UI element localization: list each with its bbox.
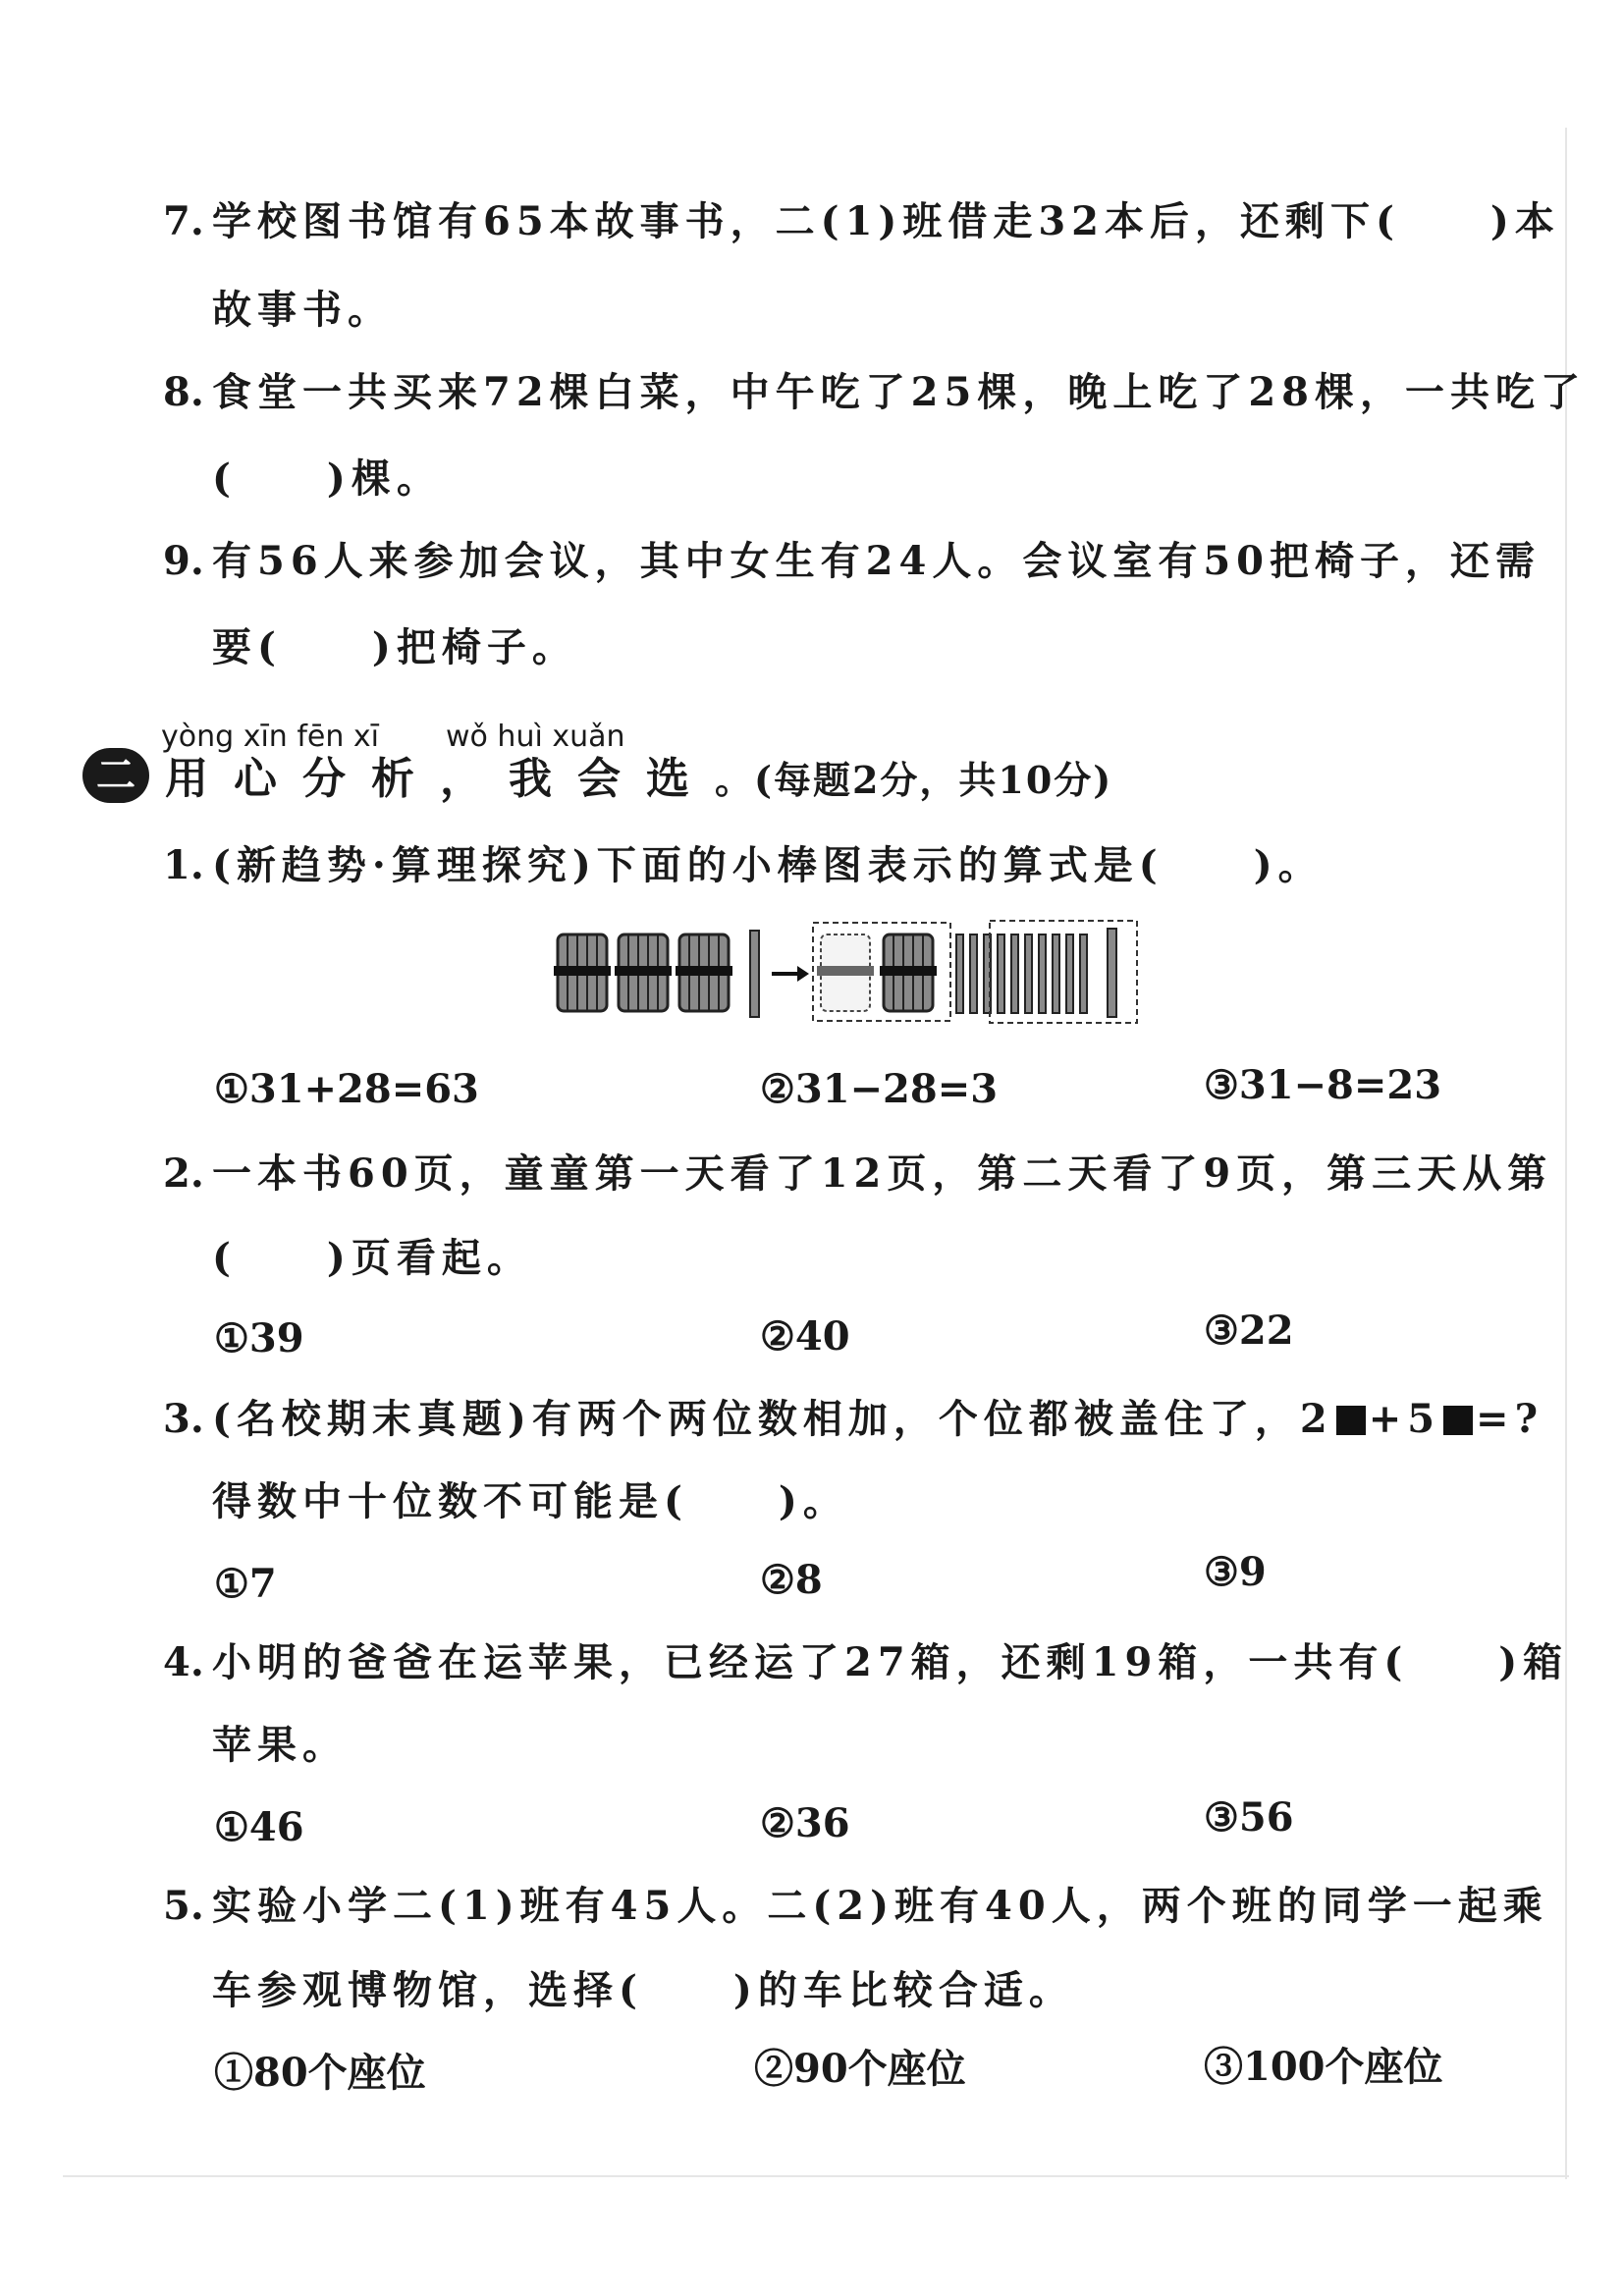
- section-title-main: 用心分析，我会选: [165, 754, 715, 804]
- section-pinyin-a: yòng xīn fēn xī: [161, 720, 379, 754]
- arrow-icon: [772, 966, 809, 982]
- loose-sticks: [956, 929, 1116, 1017]
- covered-digit-box: [1443, 1406, 1473, 1435]
- question-9-line1: 有56人来参加会议，其中女生有24人。会议室有50把椅子，还需: [212, 538, 1541, 584]
- choice-4-line2: 苹果。: [212, 1722, 348, 1768]
- choice-1-option-1[interactable]: ①31+28=63: [214, 1066, 479, 1112]
- choice-5-line2: 车参观博物馆，选择( )的车比较合适。: [212, 1967, 1074, 2013]
- section-pinyin-b: wǒ huì xuǎn: [446, 720, 625, 754]
- choice-5-line1: 实验小学二(1)班有45人。二(2)班有40人，两个班的同学一起乘: [212, 1883, 1548, 1929]
- question-7-line1: 学校图书馆有65本故事书，二(1)班借走32本后，还剩下( )本: [212, 198, 1560, 244]
- choice-1-option-2[interactable]: ②31−28=3: [760, 1066, 999, 1112]
- question-8-line1: 食堂一共买来72棵白菜，中午吃了25棵，晚上吃了28棵，一共吃了: [212, 369, 1586, 415]
- bundle-2: [615, 934, 672, 1011]
- bundle-1: [554, 934, 611, 1011]
- question-9-line2: 要( )把椅子。: [212, 624, 577, 670]
- choice-3-line2: 得数中十位数不可能是( )。: [212, 1478, 848, 1524]
- choice-4-option-3[interactable]: ③56: [1204, 1794, 1294, 1841]
- choice-2-option-3[interactable]: ③22: [1204, 1308, 1294, 1354]
- choice-3-option-1[interactable]: ①7: [214, 1561, 277, 1607]
- bundle-3: [676, 934, 732, 1011]
- choice-2-line2: ( )页看起。: [212, 1235, 532, 1281]
- question-7-line2: 故事书。: [212, 287, 393, 333]
- choice-3-line1: [212, 1394, 1543, 1445]
- question-9-number: 9.: [163, 538, 204, 584]
- choice-1-option-3[interactable]: ③31−8=23: [1204, 1062, 1442, 1108]
- section-number-badge: 二: [82, 748, 149, 803]
- question-8-number: 8.: [163, 369, 204, 415]
- choice-3-line1-c: =?: [1476, 1396, 1543, 1442]
- choice-1-number: 1.: [163, 842, 204, 888]
- choice-1-line1: (新趋势·算理探究)下面的小棒图表示的算式是( )。: [212, 842, 1324, 888]
- choice-2-line1: 一本书60页，童童第一天看了12页，第二天看了9页，第三天从第: [212, 1150, 1553, 1197]
- single-stick: [750, 931, 759, 1017]
- page-edge-bottom: [63, 2175, 1569, 2177]
- stick-bundle-figure: [550, 917, 1145, 1027]
- choice-3-line1-a: (名校期末真题)有两个两位数相加，个位都被盖住了，2: [212, 1396, 1333, 1442]
- choice-4-option-1[interactable]: ①46: [214, 1804, 304, 1850]
- choice-5-option-2[interactable]: ②90个座位: [754, 2046, 966, 2092]
- section-title-note: 。(每题2分，共10分): [715, 758, 1113, 802]
- choice-2-option-1[interactable]: ①39: [214, 1315, 304, 1362]
- choice-4-option-2[interactable]: ②36: [760, 1800, 850, 1846]
- bundle-4: [880, 934, 937, 1011]
- bundle-crossed: [817, 934, 874, 1011]
- choice-3-line1-b: +5: [1368, 1396, 1441, 1442]
- choice-4-line1: 小明的爸爸在运苹果，已经运了27箱，还剩19箱，一共有( )箱: [212, 1639, 1569, 1685]
- choice-3-option-2[interactable]: ②8: [760, 1557, 823, 1603]
- choice-5-option-1[interactable]: ①80个座位: [214, 2050, 426, 2096]
- question-7-number: 7.: [163, 198, 204, 244]
- choice-5-option-3[interactable]: ③100个座位: [1204, 2044, 1443, 2090]
- choice-4-number: 4.: [163, 1639, 204, 1685]
- choice-5-number: 5.: [163, 1883, 204, 1929]
- section-title: [165, 752, 1112, 808]
- choice-2-option-2[interactable]: ②40: [760, 1313, 850, 1360]
- page-edge-right: [1565, 128, 1567, 2179]
- choice-3-number: 3.: [163, 1396, 204, 1442]
- choice-2-number: 2.: [163, 1150, 204, 1197]
- choice-3-option-3[interactable]: ③9: [1204, 1549, 1267, 1595]
- covered-digit-box: [1336, 1406, 1366, 1435]
- question-8-line2: ( )棵。: [212, 455, 442, 502]
